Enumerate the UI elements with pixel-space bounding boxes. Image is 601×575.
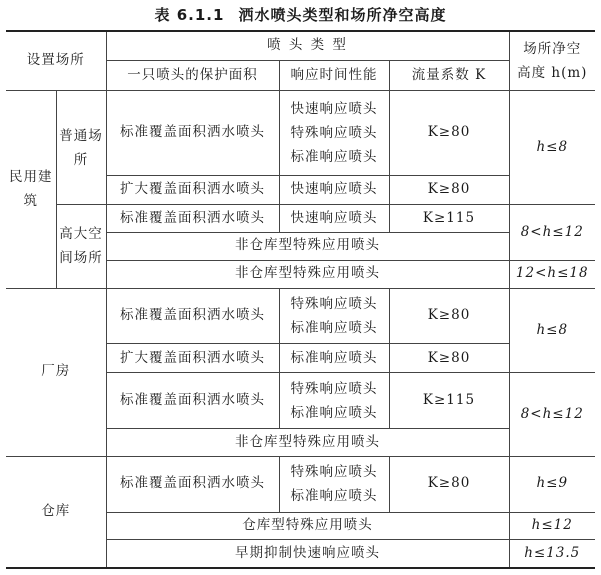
table-caption: 洒水喷头类型和场所净空高度 [238, 6, 447, 24]
cell-response: 快速响应喷头 [279, 176, 389, 205]
cell-std-coverage: 标准覆盖面积洒水喷头 [106, 204, 279, 232]
cell-ext-coverage: 扩大覆盖面积洒水喷头 [106, 344, 279, 373]
group-ordinary: 普通场所 [56, 91, 106, 205]
cell-response-list: 快速响应喷头 特殊响应喷头 标准响应喷头 [279, 91, 389, 176]
cell-response-list: 特殊响应喷头 标准响应喷头 [279, 373, 389, 429]
cell-non-warehouse-special: 非仓库型特殊应用喷头 [106, 428, 509, 456]
cell-std-coverage: 标准覆盖面积洒水喷头 [106, 373, 279, 429]
cell-height: 12<h≤18 [509, 260, 595, 288]
cell-non-warehouse-special: 非仓库型特殊应用喷头 [106, 232, 509, 260]
header-response: 响应时间性能 [279, 61, 389, 91]
cell-height: h≤9 [509, 456, 595, 512]
cell-height: h≤13.5 [509, 540, 595, 568]
cell-std-coverage: 标准覆盖面积洒水喷头 [106, 91, 279, 176]
cell-flow: K≥80 [389, 91, 509, 176]
cell-response: 标准响应喷头 [279, 344, 389, 373]
header-coverage: 一只喷头的保护面积 [106, 61, 279, 91]
cell-warehouse-special: 仓库型特殊应用喷头 [106, 512, 509, 540]
cell-height: 8<h≤12 [509, 373, 595, 457]
group-warehouse: 仓库 [6, 456, 106, 568]
cell-response: 快速响应喷头 [279, 204, 389, 232]
cell-flow: K≥80 [389, 344, 509, 373]
cell-esfr: 早期抑制快速响应喷头 [106, 540, 509, 568]
group-tall-space: 高大空间场所 [56, 204, 106, 288]
cell-flow: K≥80 [389, 456, 509, 512]
cell-height: h≤12 [509, 512, 595, 540]
header-flow: 流量系数 K [389, 61, 509, 91]
cell-non-warehouse-special: 非仓库型特殊应用喷头 [106, 260, 509, 288]
cell-flow: K≥115 [389, 373, 509, 429]
cell-response-list: 特殊响应喷头 标准响应喷头 [279, 456, 389, 512]
table-number: 表 6.1.1 [154, 6, 225, 24]
sprinkler-type-table [6, 30, 595, 569]
group-civil: 民用建筑 [6, 91, 56, 288]
cell-std-coverage: 标准覆盖面积洒水喷头 [106, 288, 279, 344]
header-sprinkler-type: 喷 头 类 型 [106, 31, 509, 61]
header-place: 设置场所 [6, 31, 106, 91]
cell-height: 8<h≤12 [509, 204, 595, 260]
cell-ext-coverage: 扩大覆盖面积洒水喷头 [106, 176, 279, 205]
cell-height: h≤8 [509, 288, 595, 373]
cell-flow: K≥115 [389, 204, 509, 232]
cell-response-list: 特殊响应喷头 标准响应喷头 [279, 288, 389, 344]
cell-flow: K≥80 [389, 288, 509, 344]
header-height: 场所净空 高度 h(m) [509, 31, 595, 91]
cell-std-coverage: 标准覆盖面积洒水喷头 [106, 456, 279, 512]
table-title [0, 4, 601, 25]
cell-flow: K≥80 [389, 176, 509, 205]
group-factory: 厂房 [6, 288, 106, 456]
cell-height: h≤8 [509, 91, 595, 205]
